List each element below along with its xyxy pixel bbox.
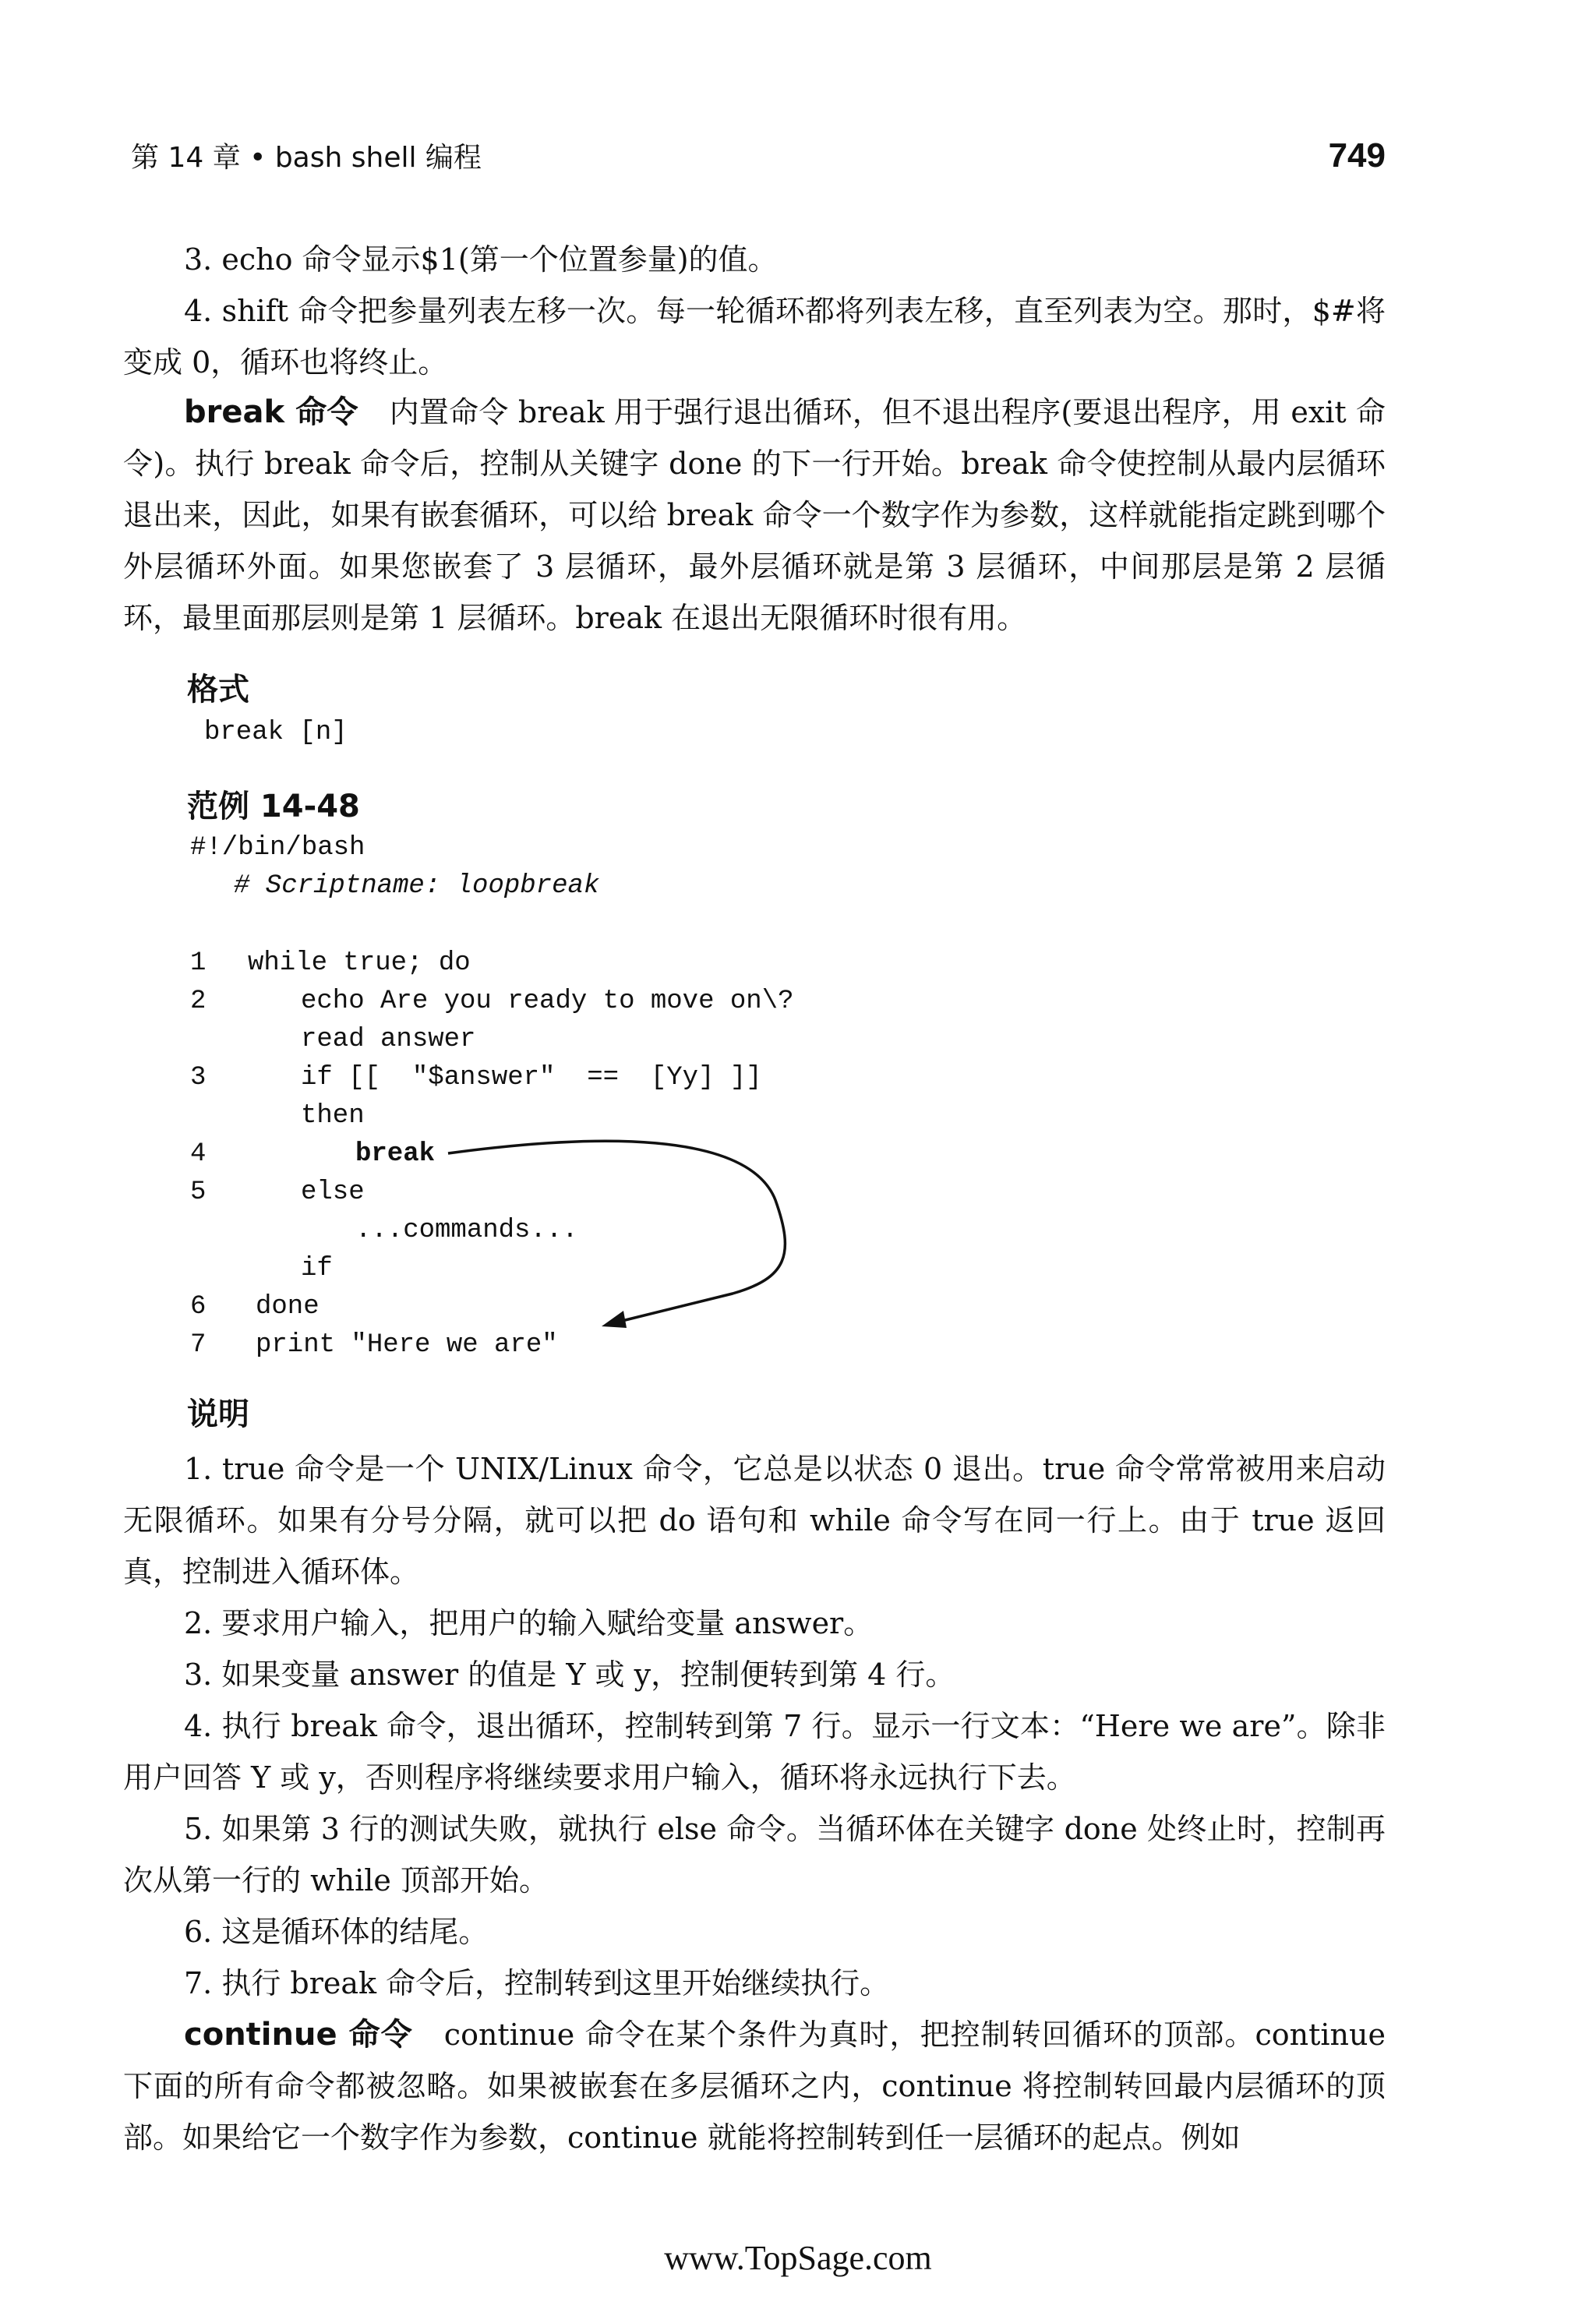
code-shebang: #!/bin/bash bbox=[190, 833, 365, 863]
break-paragraph bbox=[123, 387, 1386, 644]
continue-paragraph bbox=[123, 2009, 1386, 2163]
explanation-item: 6. 这是循环体的结尾。 bbox=[184, 1915, 489, 1949]
code-line: print "Here we are" bbox=[256, 1330, 558, 1360]
explanation-heading: 说明 bbox=[187, 1396, 249, 1432]
explanation-item: 3. 如果变量 answer 的值是 Y 或 y，控制便转到第 4 行。 bbox=[184, 1658, 955, 1692]
break-text: 内置命令 break 用于强行退出循环，但不退出程序(要退出程序，用 exit 命令)。执行 break 命令后，控制从关键字 done 的下一行开始。break 命令使控制从最内层循环退出来，因此，如果有嵌套循环，可以给 break 命令一个数字作为参数，这样就能指定跳到哪个外层循环外面。如果您嵌套了 3 层循环，最外层循环就是第 3 层循环，中间那层是第 2 层循环，最里面那层则是第 1 层循环。break 在退出无限循环时很有用。 bbox=[123, 395, 1386, 635]
format-syntax: break [n] bbox=[204, 718, 348, 747]
break-term: break 命令 bbox=[184, 394, 358, 430]
continue-text: continue 命令在某个条件为真时，把控制转回循环的顶部。continue 下面的所有命令都被忽略。如果被嵌套在多层循环之内，continue 将控制转回最内层循环的顶部。如果给它一个数字作为参数，continue 就能将控制转到任一层循环的起点。例如 bbox=[123, 2018, 1386, 2155]
explanation-item: 4. 执行 break 命令，退出循环，控制转到第 7 行。显示一行文本：“Here we are”。除非用户回答 Y 或 y，否则程序将继续要求用户输入，循环将永远执行下去。 bbox=[123, 1709, 1386, 1795]
code-comment: # Scriptname: loopbreak bbox=[234, 871, 600, 901]
explanation-item: 5. 如果第 3 行的测试失败，就执行 else 命令。当循环体在关键字 done 处终止时，控制再次从第一行的 while 顶部开始。 bbox=[123, 1812, 1386, 1898]
code-line: then bbox=[301, 1101, 365, 1131]
format-heading: 格式 bbox=[187, 672, 249, 708]
page-header bbox=[131, 136, 1386, 187]
code-line: read answer bbox=[301, 1025, 476, 1054]
explanation-item: 1. true 命令是一个 UNIX/Linux 命令，它总是以状态 0 退出。true 命令常常被用来启动无限循环。如果有分号分隔，就可以把 do 语句和 while 命令写在同一行上。由于 true 返回真，控制进入循环体。 bbox=[123, 1452, 1386, 1589]
line-number: 7 bbox=[190, 1330, 207, 1360]
footer-url: www.TopSage.com bbox=[664, 2239, 932, 2277]
explanation-item: 7. 执行 break 命令后，控制转到这里开始继续执行。 bbox=[184, 1966, 890, 2000]
code-line: while true; do bbox=[248, 948, 471, 978]
line-number: 1 bbox=[190, 948, 207, 978]
line-number: 3 bbox=[190, 1063, 207, 1093]
code-line: if [[ "$answer" == [Yy] ]] bbox=[301, 1063, 762, 1093]
paragraph-shift: 4. shift 命令把参量列表左移一次。每一轮循环都将列表左移，直至列表为空。那时，$#将变成 0，循环也将终止。 bbox=[123, 294, 1386, 380]
code-line: ...commands... bbox=[355, 1216, 578, 1245]
paragraph-echo: 3. echo 命令显示$1(第一个位置参量)的值。 bbox=[184, 242, 778, 277]
line-number: 4 bbox=[190, 1139, 207, 1169]
page-number: 749 bbox=[1328, 136, 1386, 175]
code-line: else bbox=[301, 1177, 365, 1207]
arrow-head bbox=[602, 1311, 627, 1328]
example-heading: 范例 14-48 bbox=[187, 789, 360, 824]
chapter-title: 第 14 章 • bash shell 编程 bbox=[131, 142, 482, 174]
line-number: 5 bbox=[190, 1177, 207, 1207]
explanation-item: 2. 要求用户输入，把用户的输入赋给变量 answer。 bbox=[184, 1606, 874, 1640]
code-line-break: break bbox=[355, 1139, 436, 1169]
code-line: echo Are you ready to move on\? bbox=[301, 987, 794, 1016]
code-line: done bbox=[256, 1292, 320, 1322]
code-line: if bbox=[301, 1254, 333, 1283]
line-number: 2 bbox=[190, 987, 207, 1016]
line-number: 6 bbox=[190, 1292, 207, 1322]
continue-term: continue 命令 bbox=[184, 2017, 413, 2053]
